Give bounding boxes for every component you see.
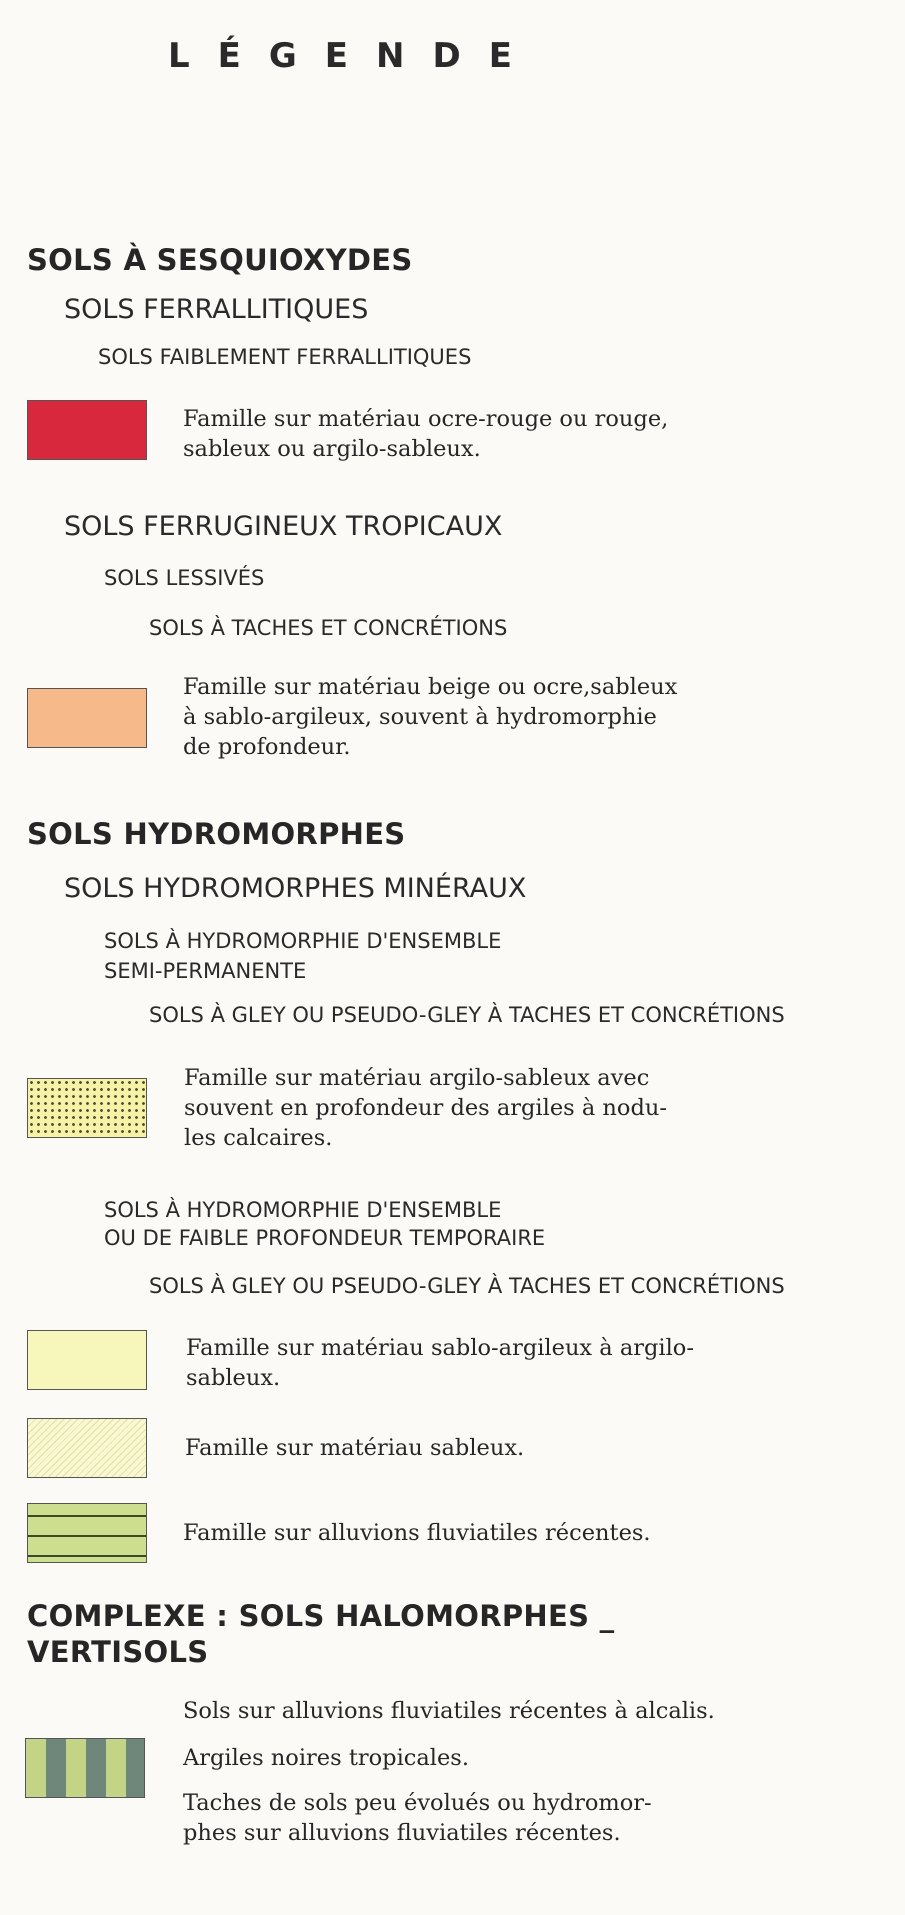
swatch-green-dashed <box>27 1503 147 1563</box>
legend-item-description: Famille sur matériau beige ou ocre,sableux à sablo-argileux, souvent à hydromorphie de profondeur. <box>183 674 678 760</box>
legend-item-description: Famille sur matériau argilo-sableux avec souvent en profondeur des argiles à nodu- les calcaires. <box>184 1065 667 1151</box>
swatch-striped-green-gray <box>25 1738 145 1798</box>
heading-gley-taches-concretions: SOLS À GLEY OU PSEUDO-GLEY À TACHES ET CONCRÉTIONS <box>149 1274 785 1298</box>
swatch-hatched-cream <box>27 1418 147 1478</box>
legend-item-description: Famille sur alluvions fluviatiles récentes. <box>183 1520 651 1546</box>
heading-sols-hydromorphes: SOLS HYDROMORPHES <box>27 817 406 851</box>
heading-sols-sesquioxydes: SOLS À SESQUIOXYDES <box>27 243 413 277</box>
heading-sols-hydromorphes-mineraux: SOLS HYDROMORPHES MINÉRAUX <box>64 873 527 904</box>
heading-sols-faiblement-ferrallitiques: SOLS FAIBLEMENT FERRALLITIQUES <box>98 345 472 369</box>
heading-hydromorphie-semi-permanente: SOLS À HYDROMORPHIE D'ENSEMBLE SEMI-PERMANENTE <box>104 929 502 983</box>
swatch-pale-yellow <box>27 1330 147 1390</box>
swatch-dotted-yellow <box>27 1078 147 1138</box>
legend-item-description: Famille sur matériau sableux. <box>185 1435 525 1461</box>
legend-item-description: Sols sur alluvions fluviatiles récentes à alcalis. <box>183 1698 715 1724</box>
heading-sols-lessives: SOLS LESSIVÉS <box>104 566 265 590</box>
swatch-red <box>27 400 147 460</box>
heading-complexe-halomorphes-vertisols: COMPLEXE : SOLS HALOMORPHES _ VERTISOLS <box>27 1599 615 1669</box>
swatch-orange <box>27 688 147 748</box>
heading-sols-ferrallitiques: SOLS FERRALLITIQUES <box>64 294 369 325</box>
legend-item-description: Famille sur matériau ocre-rouge ou rouge, sableux ou argilo-sableux. <box>183 406 669 462</box>
legend-title: LÉGENDE <box>168 36 540 76</box>
heading-hydromorphie-temporaire: SOLS À HYDROMORPHIE D'ENSEMBLE OU DE FAIBLE PROFONDEUR TEMPORAIRE <box>104 1198 546 1250</box>
legend-item-description: Famille sur matériau sablo-argileux à argilo- sableux. <box>186 1335 694 1391</box>
legend-item-description: Argiles noires tropicales. <box>183 1745 469 1771</box>
heading-sols-ferrugineux-tropicaux: SOLS FERRUGINEUX TROPICAUX <box>64 511 503 542</box>
heading-gley-taches-concretions: SOLS À GLEY OU PSEUDO-GLEY À TACHES ET CONCRÉTIONS <box>149 1003 785 1027</box>
legend-item-description: Taches de sols peu évolués ou hydromor- phes sur alluvions fluviatiles récentes. <box>183 1790 652 1846</box>
heading-sols-taches-concretions: SOLS À TACHES ET CONCRÉTIONS <box>149 616 508 640</box>
